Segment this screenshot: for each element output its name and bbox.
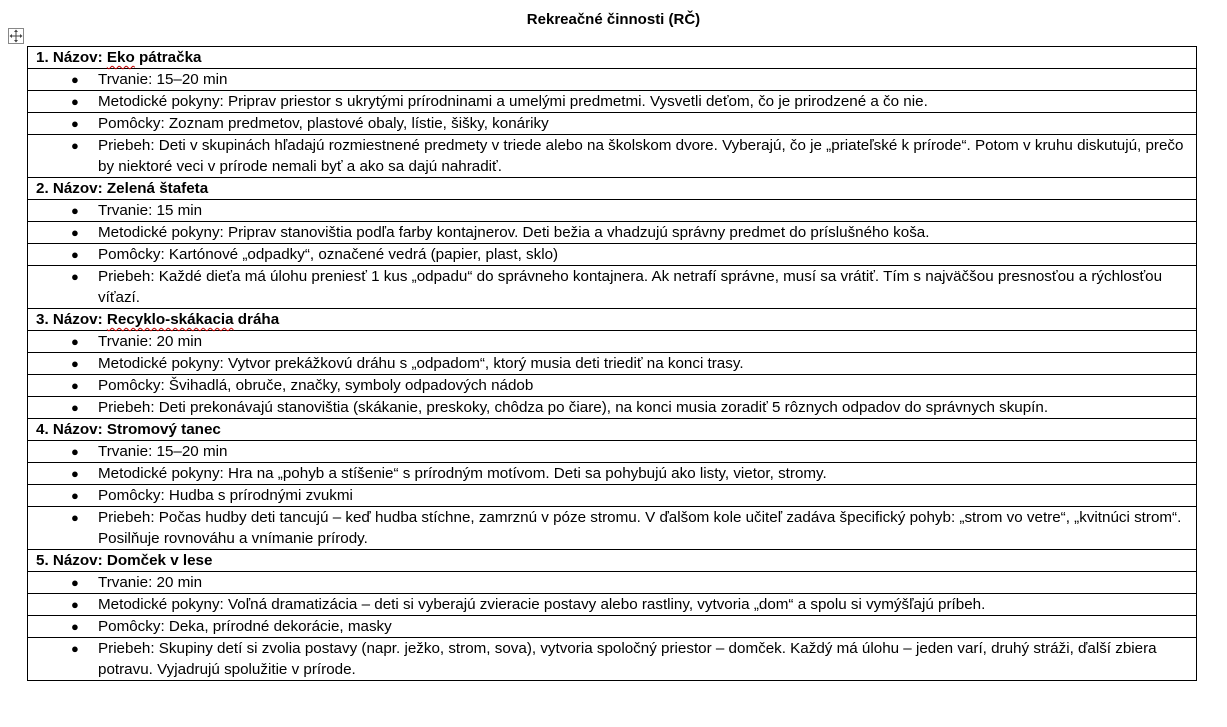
item-text: Pomôcky: Kartónové „odpadky“, označené vedrá (papier, plast, sklo) — [98, 246, 559, 263]
activity-heading[interactable] — [28, 419, 1197, 441]
item-cell[interactable] — [28, 638, 1197, 681]
activity-item-row — [28, 375, 1197, 397]
item-text: Pomôcky: Švihadlá, obruče, značky, symboly odpadových nádob — [98, 377, 534, 394]
item-cell[interactable] — [28, 375, 1197, 397]
heading-prefix: 5. Názov: Domček v lese — [36, 552, 213, 569]
activity-item-row — [28, 441, 1197, 463]
activity-heading-row — [28, 47, 1197, 69]
bullet-icon: ● — [71, 203, 79, 218]
activity-item-row — [28, 507, 1197, 550]
item-text: Trvanie: 15 min — [98, 202, 203, 219]
bullet-icon: ● — [71, 138, 79, 153]
item-text: Metodické pokyny: Priprav priestor s ukrytými prírodninami a umelými predmetmi. Vysvetli deťom, čo je prirodzené a čo nie. — [98, 93, 928, 110]
bullet-icon: ● — [71, 269, 79, 284]
item-cell[interactable] — [28, 244, 1197, 266]
item-text: Priebeh: Deti prekonávajú stanovištia (skákanie, preskoky, chôdza po čiare), na konci musia zoradiť 5 rôznych odpadov do správnych skupín. — [98, 399, 1049, 416]
item-text: Metodické pokyny: Priprav stanovištia podľa farby kontajnerov. Deti bežia a vhadzujú správny predmet do príslušného koša. — [98, 224, 930, 241]
activity-item-row — [28, 397, 1197, 419]
heading-prefix: 3. Názov: — [36, 311, 107, 328]
bullet-icon: ● — [71, 334, 79, 349]
item-cell[interactable] — [28, 266, 1197, 309]
item-cell[interactable] — [28, 463, 1197, 485]
bullet-icon: ● — [71, 116, 79, 131]
item-cell[interactable] — [28, 485, 1197, 507]
activity-heading-row — [28, 309, 1197, 331]
item-text: Trvanie: 20 min — [98, 333, 203, 350]
activity-item-row — [28, 222, 1197, 244]
item-cell[interactable] — [28, 113, 1197, 135]
item-cell[interactable] — [28, 135, 1197, 178]
heading-prefix: 1. Názov: — [36, 49, 107, 66]
bullet-icon: ● — [71, 247, 79, 262]
bullet-icon: ● — [71, 488, 79, 503]
bullet-icon: ● — [71, 641, 79, 656]
item-cell[interactable] — [28, 572, 1197, 594]
activity-heading[interactable] — [28, 47, 1197, 69]
item-text: Trvanie: 20 min — [98, 574, 203, 591]
heading-rest: pátračka — [134, 49, 202, 66]
activity-heading-row — [28, 178, 1197, 200]
item-cell[interactable] — [28, 441, 1197, 463]
misspelled-word: Recyklo-skákacia — [106, 311, 234, 328]
activity-heading[interactable] — [28, 309, 1197, 331]
bullet-icon: ● — [71, 444, 79, 459]
activity-item-row — [28, 135, 1197, 178]
activity-item-row — [28, 113, 1197, 135]
bullet-icon: ● — [71, 378, 79, 393]
bullet-icon: ● — [71, 466, 79, 481]
bullet-icon: ● — [71, 619, 79, 634]
table-move-handle-icon[interactable] — [8, 28, 24, 44]
activity-item-row — [28, 616, 1197, 638]
item-text: Metodické pokyny: Voľná dramatizácia – deti si vyberajú zvieracie postavy alebo rastliny, vytvoria „dom“ a spolu si vymýšľajú príbeh. — [98, 596, 986, 613]
item-cell[interactable] — [28, 69, 1197, 91]
activity-item-row — [28, 69, 1197, 91]
activity-heading[interactable] — [28, 550, 1197, 572]
item-text: Pomôcky: Hudba s prírodnými zvukmi — [98, 487, 353, 504]
bullet-icon: ● — [71, 356, 79, 371]
activity-item-row — [28, 463, 1197, 485]
item-text: Priebeh: Počas hudby deti tancujú – keď hudba stíchne, zamrznú v póze stromu. V ďalšom kole učiteľ zadáva špecifický pohyb: „strom vo vetre“, „kvitnúci strom“. Posilňuje rovnováhu a vnímanie prírody. — [98, 509, 1182, 547]
activity-item-row — [28, 594, 1197, 616]
heading-prefix: 2. Názov: Zelená štafeta — [36, 180, 209, 197]
activities-table — [27, 46, 1197, 681]
item-text: Metodické pokyny: Vytvor prekážkovú dráhu s „odpadom“, ktorý musia deti triediť na konci trasy. — [98, 355, 744, 372]
misspelled-word: Eko — [106, 49, 135, 66]
bullet-icon: ● — [71, 597, 79, 612]
item-cell[interactable] — [28, 91, 1197, 113]
item-text: Trvanie: 15–20 min — [98, 71, 228, 88]
bullet-icon: ● — [71, 400, 79, 415]
item-cell[interactable] — [28, 200, 1197, 222]
item-cell[interactable] — [28, 616, 1197, 638]
item-cell[interactable] — [28, 331, 1197, 353]
heading-prefix: 4. Názov: Stromový tanec — [36, 421, 221, 438]
activity-heading-row — [28, 419, 1197, 441]
item-text: Trvanie: 15–20 min — [98, 443, 228, 460]
item-text: Priebeh: Deti v skupinách hľadajú rozmiestnené predmety v triede alebo na školskom dvore. Vyberajú, čo je „priateľské k prírode“. Potom v kruhu diskutujú, prečo by niektoré veci v prírode nemali byť a ako sa dajú nahradiť. — [98, 137, 1184, 175]
item-text: Priebeh: Skupiny detí si zvolia postavy (napr. ježko, strom, sova), vytvoria spoločný priestor – domček. Každý má úlohu – jeden varí, druhý stráži, ďalší zbiera potravu. Vyjadrujú spolužitie v prírode. — [98, 640, 1157, 678]
activity-heading[interactable] — [28, 178, 1197, 200]
activity-item-row — [28, 353, 1197, 375]
item-cell[interactable] — [28, 222, 1197, 244]
activity-item-row — [28, 244, 1197, 266]
item-cell[interactable] — [28, 507, 1197, 550]
heading-rest: dráha — [233, 311, 280, 328]
bullet-icon: ● — [71, 575, 79, 590]
activity-item-row — [28, 485, 1197, 507]
activity-item-row — [28, 331, 1197, 353]
item-cell[interactable] — [28, 397, 1197, 419]
item-cell[interactable] — [28, 353, 1197, 375]
bullet-icon: ● — [71, 225, 79, 240]
bullet-icon: ● — [71, 72, 79, 87]
item-text: Pomôcky: Zoznam predmetov, plastové obaly, lístie, šišky, konáriky — [98, 115, 549, 132]
activity-item-row — [28, 200, 1197, 222]
document-title: Rekreačné činnosti (RČ) — [526, 11, 701, 28]
item-text: Priebeh: Každé dieťa má úlohu preniesť 1 kus „odpadu“ do správneho kontajnera. Ak netrafí správne, musí sa vrátiť. Tím s najväčšou presnosťou a rýchlosťou víťazí. — [98, 268, 1163, 306]
activity-item-row — [28, 266, 1197, 309]
item-text: Metodické pokyny: Hra na „pohyb a stíšenie“ s prírodným motívom. Deti sa pohybujú ako listy, vietor, stromy. — [98, 465, 827, 482]
activity-item-row — [28, 572, 1197, 594]
item-text: Pomôcky: Deka, prírodné dekorácie, masky — [98, 618, 392, 635]
activity-item-row — [28, 91, 1197, 113]
bullet-icon: ● — [71, 510, 79, 525]
activity-item-row — [28, 638, 1197, 681]
bullet-icon: ● — [71, 94, 79, 109]
item-cell[interactable] — [28, 594, 1197, 616]
activity-heading-row — [28, 550, 1197, 572]
